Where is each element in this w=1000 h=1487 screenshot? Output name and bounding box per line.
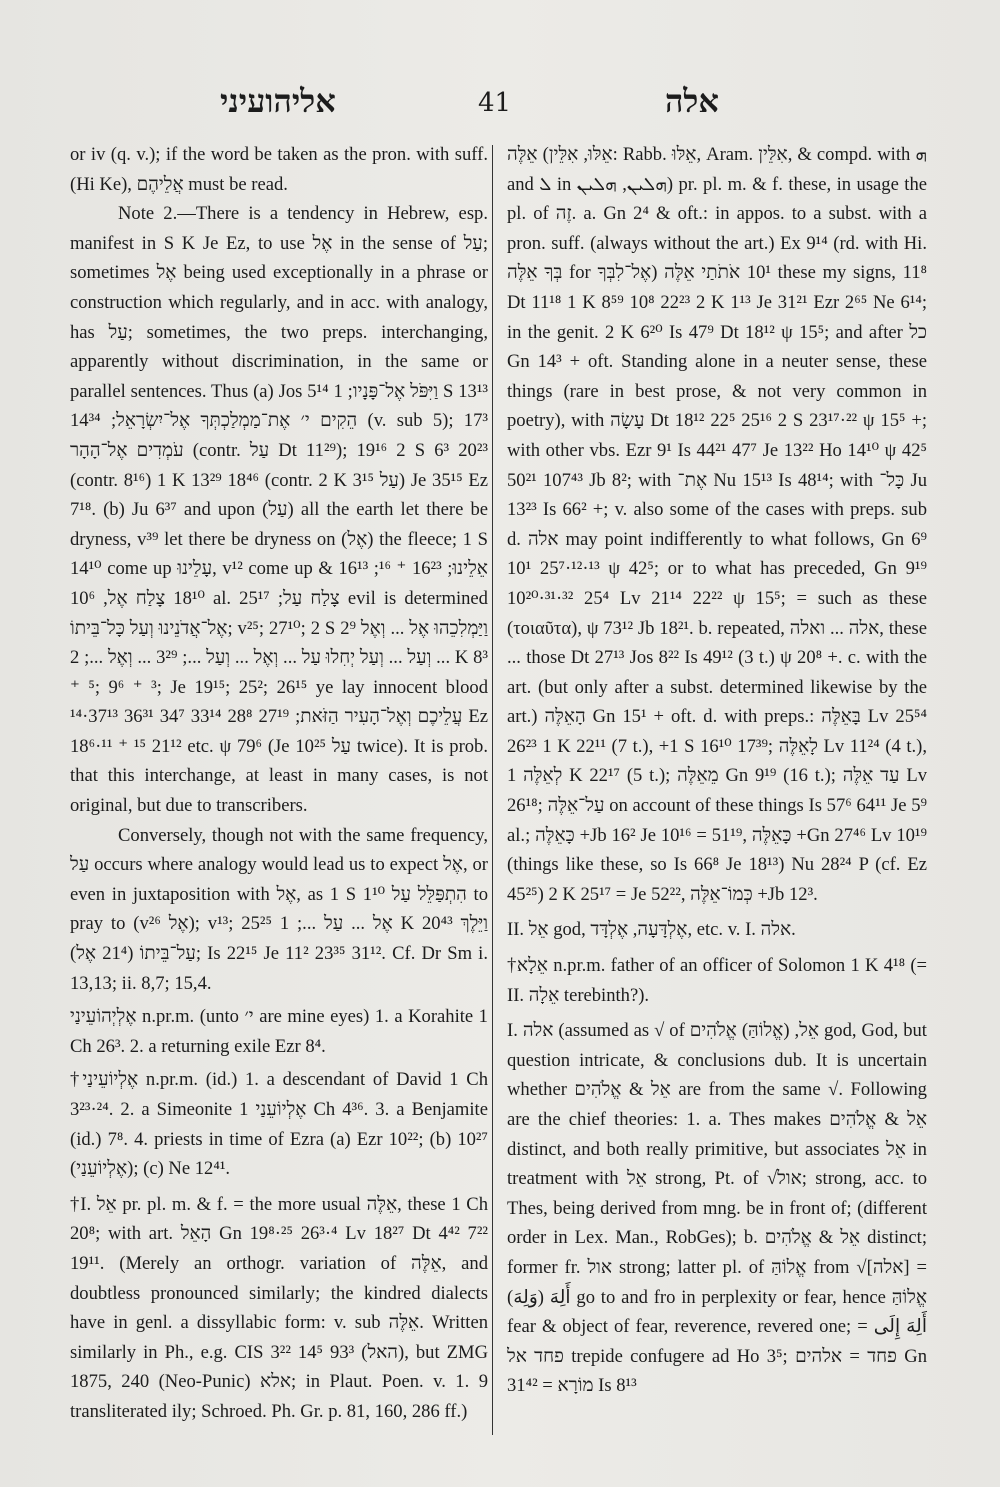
running-head-left: אליהועיני xyxy=(220,82,336,120)
entry-elyehoenai: אֶלְיְהוֹעֵינַי n.pr.m. (unto י׳ are mine eyes) 1. a Korahite 1 Ch 26³. 2. a returning exile Ezr 8⁴. xyxy=(70,1006,488,1057)
left-column xyxy=(70,140,488,1440)
entry-el-god-crossref: II. אֵל god, אֶלְדָּעָה, אֶלְדָּד, etc. v. I. אלה. xyxy=(507,919,796,941)
entry-alah-root: I. אלה (assumed as √ of אֵל, (אֱלוֹהַּ) אֱלֹהִים god, God, but question intricate, & conclusions dub. It is uncertain whether אֵל & אֱלֹהִים are from the same √. Following are the chief theories: 1. a. Thes makes אֵל & אֱלֹהִים distinct, and both really primitive, but associates אֵל in treatment with אֵל strong, Pt. of √אול; strong, acc. to Thes, being derived from mng. be in front of; (different order in Lex. Man., RobGes); b. אֵל & אֱלֹהִים distinct; former fr. אול strong; latter pl. of אֱלוֹהַּ from √[אלה] = أَلِهَ (وَلِهَ) go to and fro in perplexity or fear, hence אֱלוֹהַּ fear & object of fear, reverence, revered one; أَلِهَ إِلَى = פחד אל trepide confugere ad Ho 3⁵; פחד = אלהים Gn 31⁴² = מוֹרָא Is 8¹³ xyxy=(507,1020,927,1397)
entry-elyoenai: †אֶלְיוֹעֵינַי n.pr.m. (id.) 1. a descendant of David 1 Ch 3²³·²⁴. 2. a Simeonite אֶלְיוֹעֵנַי 1 Ch 4³⁶. 3. a Benjamite (id.) 7⁸. 4. priests in time of Ezra (a) Ezr 10²²; (b) 10²⁷ (אֶלְיוֹעֵנַי); (c) Ne 12⁴¹. xyxy=(70,1069,488,1180)
left-paragraph-note-2: Note 2.—There is a tendency in Hebrew, esp. manifest in S K Je Ez, to use אֶל in the sense of עַל; sometimes אֶל being used exceptionally in a phrase or construction which regularly, and in acc. with analogy, has עַל; sometimes, the two preps. interchanging, apparently without discrimination, in the same or parallel sentences. Thus (a) Jos 5¹⁴ וַיִּפֹּל אֶל־פָּנָיו; 1 S 13¹³ הֵקִים י׳ אֶת־מַמְלַכְתְּךָ אֶל־יִשְׂרָאֵל; 14³⁴ (v. sub 5); 17³ עֹמְדִים אֶל־הָהָר (contr. עַל Dt 11²⁹); 19¹⁶ 2 S 6³ 20²³ (contr. 8¹⁶) 1 K 13²⁹ 18⁴⁶ (contr. 2 K 3¹⁵ עַל) Je 35¹⁵ Ez 7¹⁸. (b) Ju 6³⁷ and upon (עַל) all the earth let there be dryness, v³⁹ let there be dryness on (אֶל) the fleece; 1 S 14¹⁰ come up עָלֵינוּ, v¹² come up אֵלֵינוּ; 16²³ ⁺ ¹⁶; 16¹³ & 18¹⁰ צָלַח אֶל, 10⁶ al. צָלַח עַל; 25¹⁷ evil is determined אֶל־אֲדֹנֵינוּ וְעַל כָּל־בֵּיתוֹ; v²⁵; 27¹⁰; 2 S 2⁹ וַיַּמְלִכֵהוּ אֶל ... וְאֶל ... וְעַל ... וְעַל יְחִלוּ עַל ... וְאֶל ... וְעַל ...; 3²⁹ ... וְאֶל ...; 2 K 8³ ⁺ ⁵; 9⁶ ⁺ ³; Je 19¹⁵; 25²; 26¹⁵ ye lay innocent blood עֲלֵיכֶם וְאֶל־הָעִיר הַזֹּאת; 27¹⁹ 28⁸ 33¹⁴ 34⁷ 36³¹ 37¹³·¹⁴ Ez 18⁶·¹¹ ⁺ ¹⁵ 21¹² etc. ψ 79⁶ (Je 10²⁵ עַל twice). It is prob. that this interchange, at least in many cases, is not original, but due to transcribers. xyxy=(70,203,488,817)
column-divider xyxy=(492,145,493,1435)
page-number: 41 xyxy=(478,88,512,118)
left-paragraph-0: or iv (q. v.); if the word be taken as the pron. with suff. (Hi Ke), אֲלֵיהֶם must be read. xyxy=(70,144,488,195)
left-paragraph-conversely: Conversely, though not with the same frequency, עַל occurs where analogy would lead us to expect אֶל, or even in juxtaposition with אֶל, as 1 S 1¹⁰ הִתְפַּלֵּל עַל to pray to (v²⁶ אֶל); v¹³; 25²⁵ אֶל ... עַל ...; 1 K 20⁴³ וַיֵּלֶךְ עַל־בֵּיתוֹ (21⁴ אֶל); Is 22¹⁵ Je 11² 23³⁵ 31¹². Cf. Dr Sm i. 13,13; ii. 8,7; 15,4. xyxy=(70,824,488,994)
running-head-right: אלה xyxy=(665,82,719,120)
entry-el-these: †I. אֵל pr. pl. m. & f. = the more usual אֵלֶּה, these 1 Ch 20⁸; with art. הָאֵל Gn 19⁸·²⁵ 26³·⁴ Lv 18²⁷ Dt 4⁴² 7²² 19¹¹. (Merely an orthogr. variation of אֵלֶּה, and doubtless pronounced similarly; the kindred dialects have in genl. a dissyllabic form: v. sub אֵלֶּה. Written similarly in Ph., e.g. CIS 3²² 14⁵ 93³ (האל), but ZMG 1875, 240 (Neo-Punic) אלא; in Plaut. Poen. v. 1. 9 transliterated ily; Schroed. Ph. Gr. p. 81, 160, 286 ff.) xyxy=(70,1193,488,1422)
entry-ela: †אֵלָא n.pr.m. father of an officer of Solomon 1 K 4¹⁸ (= II. אֵלָה terebinth?). xyxy=(507,955,927,1006)
right-column xyxy=(507,140,927,1440)
entry-elleh: אֵלֶּה (אֵלּוּ, אִלֵּין: Rabb. אֵלּוּ, Aram. אִלֵּין, & compd. with ܗ and ܠ in ܗܠܝܢ, ܗܠܝܢ) pr. pl. m. & f. these, in usage the pl. of זֶה. a. Gn 2⁴ & oft.: in appos. to a subst. with a pron. suff. (always without the art.) Ex 9¹⁴ (rd. with Hi. בְּךָ אֵלֶּה for אֶל־לִבְּךָ) 10¹ אֹתֹתַי אֵלֶּה these my signs, 11⁸ Dt 11¹⁸ 1 K 8⁵⁹ 10⁸ 22²³ 2 K 1¹³ Je 31²¹ Ezr 2⁶⁵ Ne 6¹⁴; in the genit. 2 K 6²⁰ Is 47⁹ Dt 18¹² ψ 15⁵; and after כל Gn 14³ + oft. Standing alone in a neuter sense, these things (rare in best prose, & not very common in poetry), with עָשָׂה Dt 18¹² 22⁵ 25¹⁶ 2 S 23¹⁷·²² ψ 15⁵ +; with other vbs. Ezr 9¹ Is 44²¹ 47⁷ Je 13²² Ho 14¹⁰ ψ 42⁵ 50²¹ 107⁴³ Jb 8²; with אֶת־ Nu 15¹³ Is 48¹⁴; with כָּל־ Ju 13²³ Is 66² +; v. also some of the cases with preps. sub d. אלה may point indifferently to what follows, Gn 6⁹ 10¹ 25⁷·¹²·¹³ ψ 42⁵; or to what has preceded, Gn 9¹⁹ 10²⁰·³¹·³² 25⁴ Lv 21¹⁴ 22²² ψ 15⁵; = such as these (τοιαῦτα), ψ 73¹² Jb 18²¹. b. repeated, אלה ... ואלה, these ... those Dt 27¹³ Jos 8²² Is 49¹² (3 t.) ψ 20⁸ +. c. with the art. (but only after a subst. determined likewise by the art.) הָאֵלֶּה Gn 15¹ + oft. d. with preps.: בָּאֵלֶּה Lv 25⁵⁴ 26²³ 1 K 22¹¹ (7 t.), +1 S 16¹⁰ 17³⁹; לָאֵלֶּה Lv 11²⁴ (4 t.), לְאֵלֶּה 1 K 22¹⁷ (5 t.); מֵאֵלֶּה Gn 9¹⁹ (16 t.); עַד אֵלֶּה Lv 26¹⁸; עַל־אֵלֶּה on account of these things Is 57⁶ 64¹¹ Je 5⁹ al.; כָּאֵלֶּה +Jb 16² Je 10¹⁶ = 51¹⁹, כָּאֵלֶּה +Gn 27⁴⁶ Lv 10¹⁹ (things like these, so Is 66⁸ Je 18¹³) Nu 28²⁴ P (cf. Ez 45²⁵) 2 K 25¹⁷ = Je 52²², כְּמוֹ־אֵלֶּה +Jb 12³. xyxy=(507,144,927,905)
